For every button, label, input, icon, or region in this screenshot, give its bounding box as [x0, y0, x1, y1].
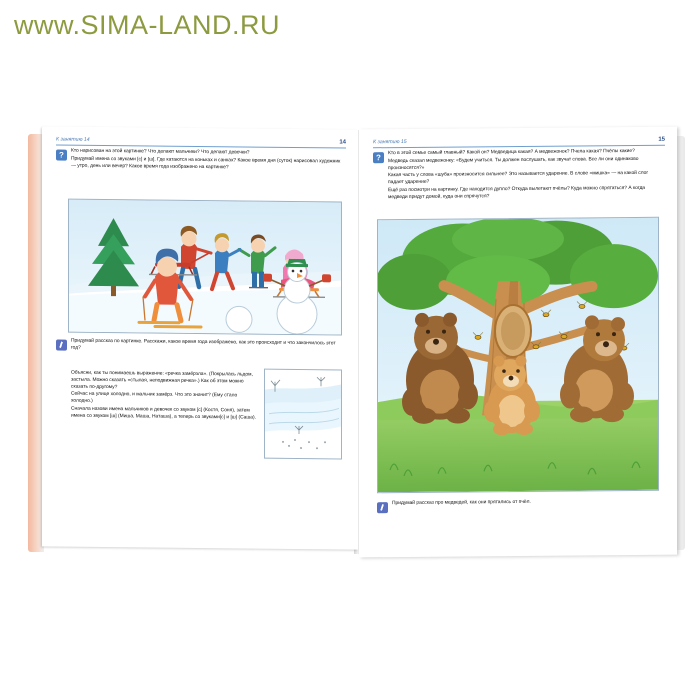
right-header-rule [373, 145, 665, 149]
winter-playground-illustration [68, 199, 342, 336]
right-task-block [377, 499, 659, 513]
left-task-4: Сначала назови имена мальчиков и девочек со звуком [с] (Костя, Соня), затем имена со звуком [ш] (Миша, Маша, Наташа), а теперь со звуками[с] и [ш] (Саша). [71, 406, 257, 421]
left-task-2: Объясни, как ты понимаешь выражение: «речка замёрзла». (Покрылась льдом, застыла. Можно сказать «стылая, неподвижная речка».) Как об этом можно сказать по-другому? [71, 370, 253, 390]
bears-and-bees-illustration [377, 217, 659, 493]
right-question-1: Кто в этой семье самый главный? Какой он? Медведица какая? А медвежонок? Пчела какая? Пчёлы какие? [388, 148, 635, 157]
left-question-2: Придумай имена со звуками [с] и [ш]. Где катаются на коньках и санках? Какое время дня (суток) нарисовал художник — утро, день или вечер? Какое время года изображено на картинке? [71, 156, 341, 170]
left-task-text [71, 339, 339, 356]
right-page-header-title: К занятию 15 [373, 138, 407, 146]
right-question-2: Медведь сказал медвежонку: «Будем учиться. Ты должен послушать, как звучат слова. Все ли они одинаково произносятся?» [388, 156, 639, 171]
left-page-header-title: К занятию 14 [56, 136, 90, 143]
right-page [359, 127, 677, 558]
left-task-3: Сейчас на улице холодно, и мальчик замёрз. Что это значит? (Ему стало холодно.) [71, 391, 238, 404]
right-question-4: Ещё раз посмотри на картинку. Где находится дупло? Откуда вылетают пчёлы? Куда можно спрятаться? А когда медведи придут домой, куда они спрячутся? [388, 185, 646, 200]
open-book [28, 128, 678, 560]
frozen-river-illustration [264, 369, 342, 460]
question-mark-icon: ? [373, 152, 384, 163]
snowball [226, 306, 252, 332]
left-question-1: Кто нарисован на этой картинке? Что делают мальчики? Что делают девочки? [71, 148, 250, 156]
left-header-rule [56, 144, 346, 148]
right-page-number: 15 [658, 136, 665, 143]
watermark: www.SIMA-LAND.RU [14, 10, 281, 40]
left-question-text [71, 149, 346, 174]
question-mark-icon: ? [56, 149, 67, 160]
right-task-text [392, 499, 654, 513]
left-page [42, 126, 358, 549]
left-task-text-rest [71, 371, 257, 423]
left-page-number: 14 [339, 139, 346, 146]
pencil-icon [377, 502, 388, 513]
right-question-text [388, 149, 665, 203]
right-question-block [373, 149, 665, 203]
right-task-1: Придумай рассказ про медведей, как они прятались от пчёл. [392, 499, 531, 507]
left-question-block [56, 148, 346, 173]
left-task-1: Придумай рассказ по картинке. Расскажи, какое время года изображено, как это происходит и что закончилось этот год? [71, 338, 336, 351]
pencil-icon [56, 339, 67, 350]
right-question-3: Какая часть у слова «шуба» произносится сильнее? Это называется ударение. В слове «мишка» — на какой слог падает ударение? [388, 171, 649, 186]
left-task-block [56, 338, 348, 356]
right-page-header [373, 137, 665, 146]
